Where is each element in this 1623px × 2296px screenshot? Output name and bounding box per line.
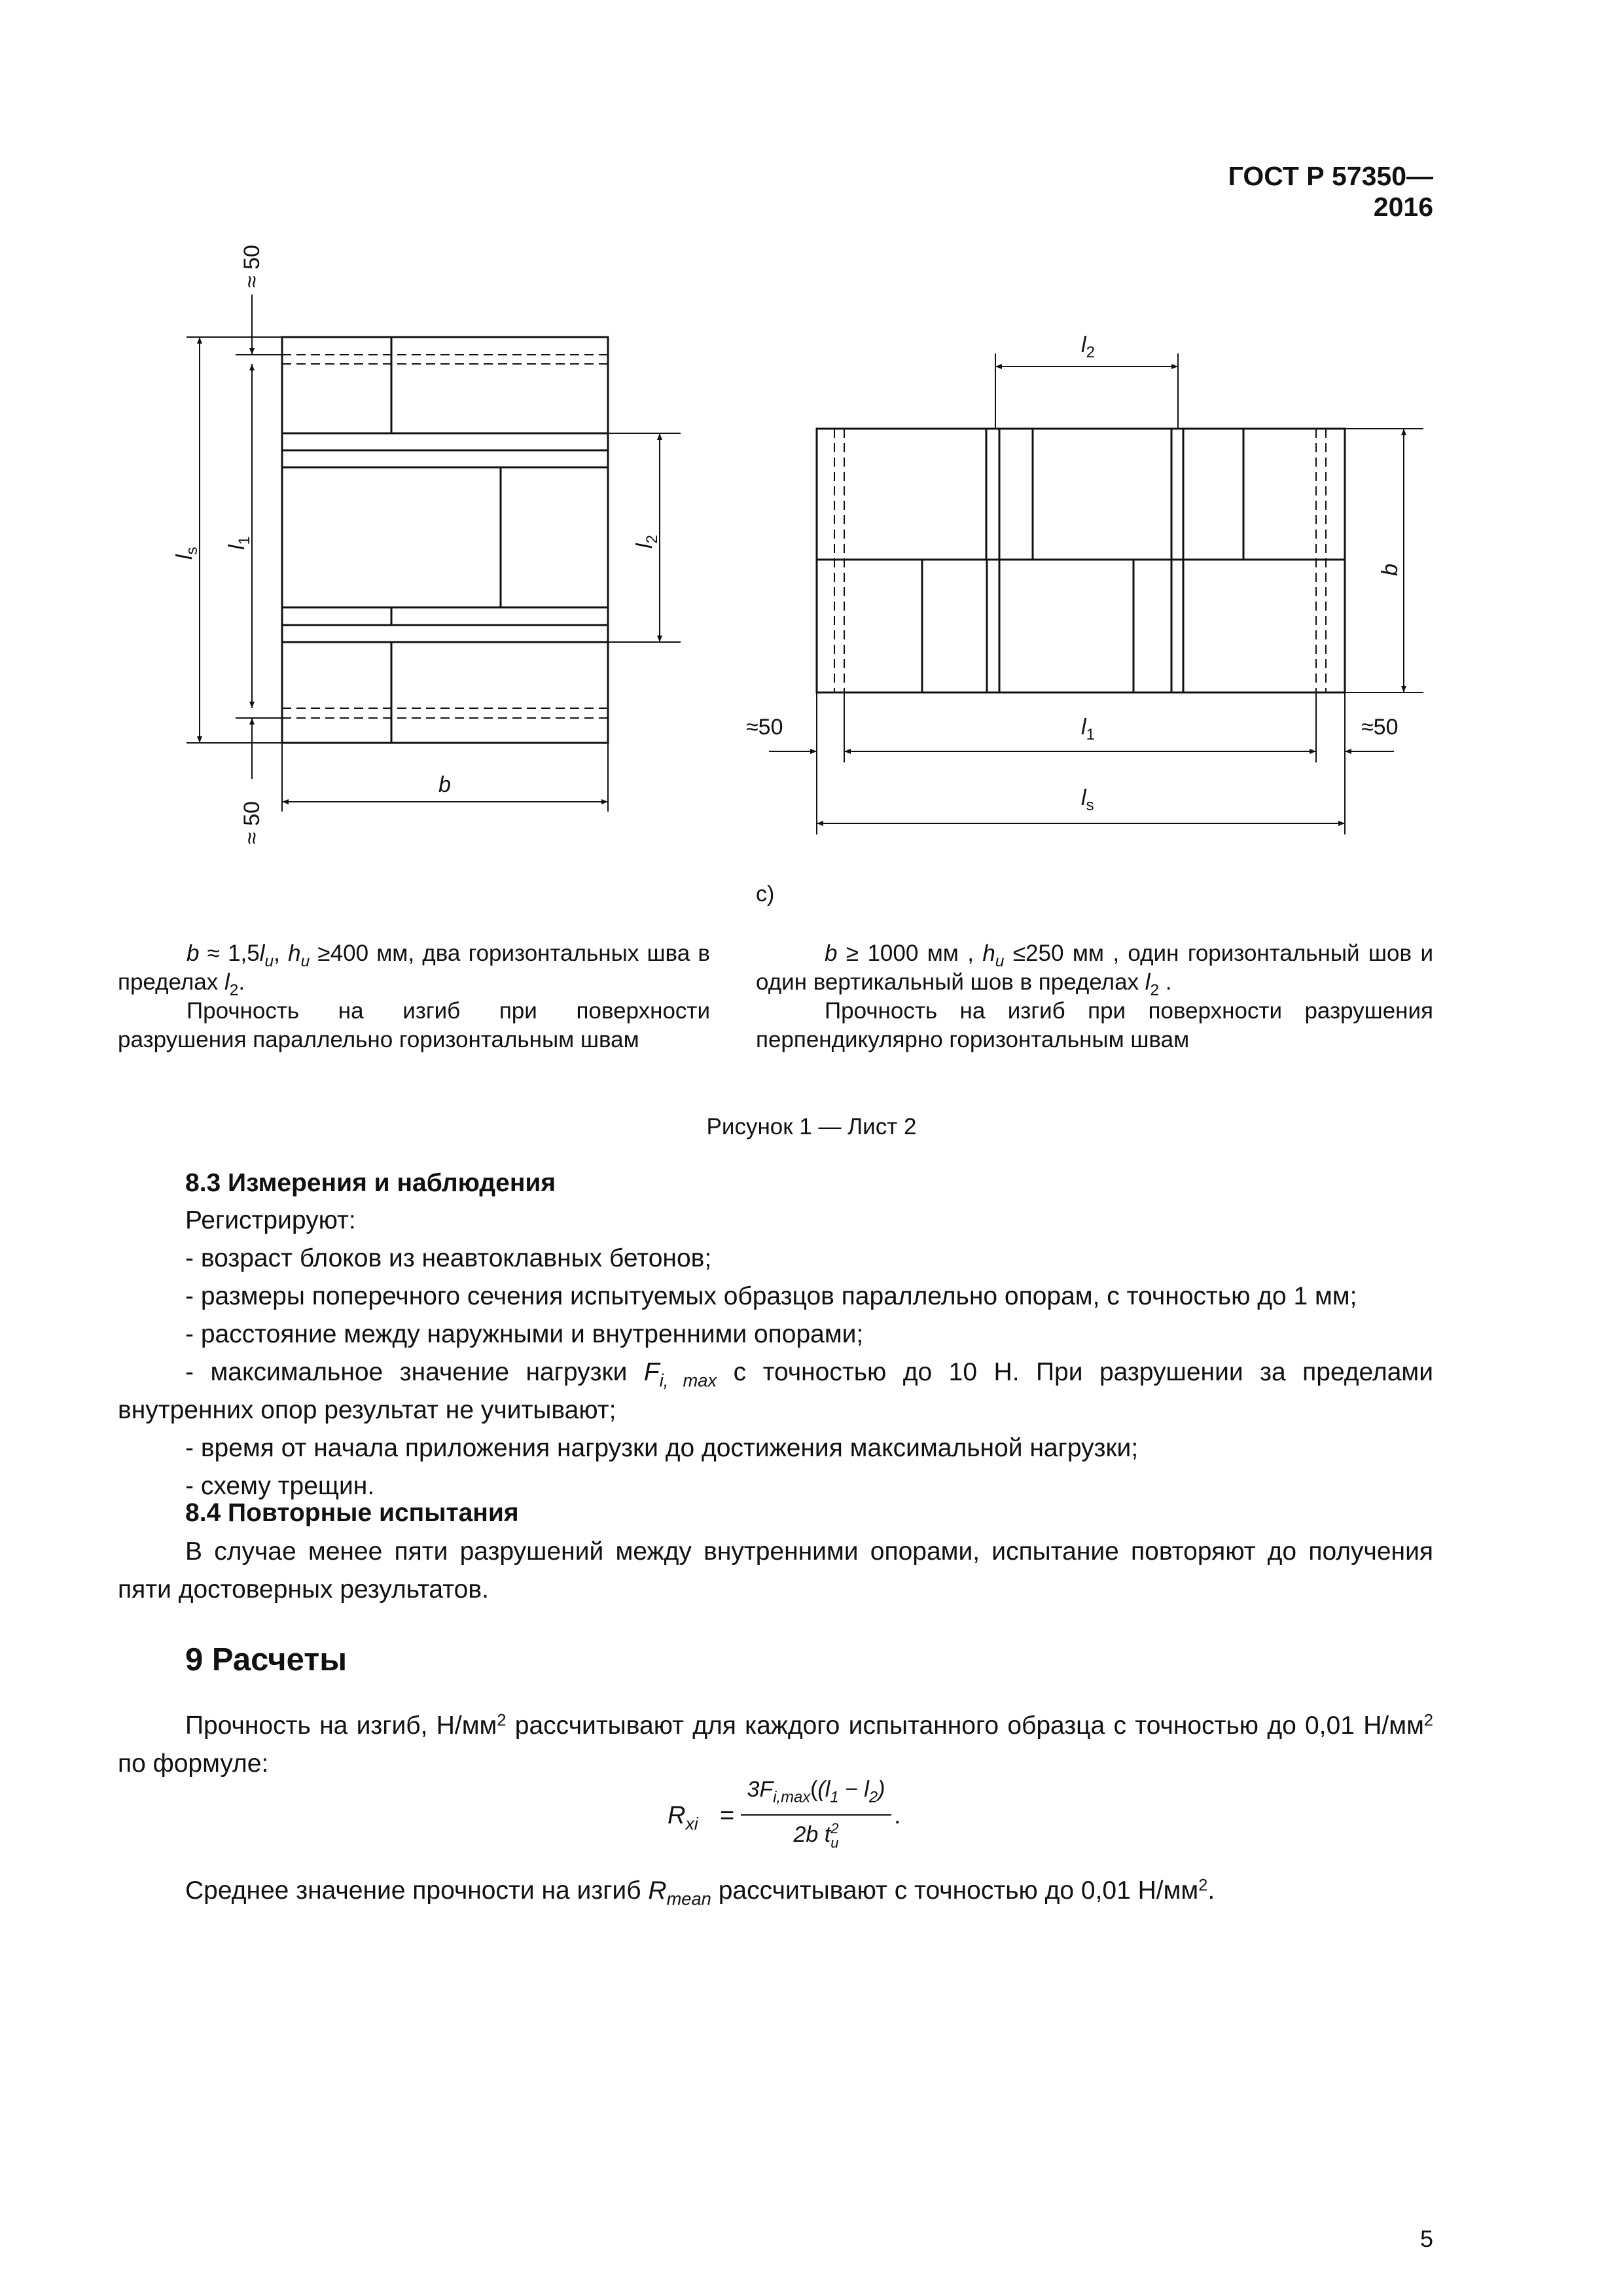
right-dim-l1: $l_1$ [1081,715,1095,744]
left-dim-b: b [438,772,451,797]
list-item: - размеры поперечного сечения испытуемых образцов параллельно опорам, с точностью до 1 мм; [185,1282,1357,1310]
figure-1-sheet-2 [0,0,1623,916]
section-9-paragraph-2: Среднее значение прочности на изгиб $R_{mean}$ рассчитывают с точностью до 0,01 $Н/мм^2$. [185,1876,1215,1909]
section-8-4-body: В случае менее пяти разрушений между внутренними опорами, испытание повторяют до получения пяти достоверных результатов. [118,1537,1433,1604]
list-item: - время от начала приложения нагрузки до достижения максимальной нагрузки; [185,1434,1139,1462]
right-dim-right-50: ≈50 [1361,715,1399,740]
left-dim-l2: $l_2$ [632,535,661,548]
section-9-heading: 9 Расчеты [185,1642,348,1677]
registration-intro: Регистрируют: [185,1206,356,1234]
list-item: - расстояние между наружными и внутренними опорами; [185,1320,864,1348]
left-dim-ls: $l_s$ [172,547,201,560]
right-dim-b: b [1378,564,1402,576]
fraction-bar [741,1814,891,1816]
section-8-4-heading: 8.4 Повторные испытания [185,1499,519,1527]
section-9-paragraph-1: Прочность на изгиб, $Н/мм^2$ рассчитывают для каждого испытанного образца с точностью до 0,01 $Н/мм^2$ по формуле: [118,1711,1433,1778]
right-figure-caption: b ≥ 1000 мм , $h_u \le 250$ мм , один горизонтальный шов и один вертикальный шов в пределах $l_2$ . Прочность на изгиб при поверхности разрушения перпендикулярно горизонтальным швам [756,941,1433,1052]
standard-number: ГОСТ Р 57350—2016 [1228,161,1433,222]
left-specimen-drawing [187,295,681,812]
list-item: - возраст блоков из неавтоклавных бетонов; [185,1244,712,1272]
section-8-3-body [118,1202,1433,1505]
list-item: - максимальное значение нагрузки $F_{i, max}$ с точностью до 10 Н. При разрушении за пределами внутренних опор результат не учитывают; [118,1358,1433,1424]
left-dim-top-50: ≈ 50 [240,245,264,288]
left-figure-caption: $b \approx 1,5l_u$, $h_u \ge 400$ мм, два горизонтальных шва в пределах $l_2$. Прочность на изгиб при поверхности разрушения параллельно горизонтальным швам [118,941,711,1052]
left-dim-bottom-50: ≈ 50 [240,801,264,844]
right-dim-left-50: ≈50 [746,715,783,740]
right-specimen-drawing [769,353,1423,834]
section-8-3-heading: 8.3 Измерения и наблюдения [185,1169,556,1197]
right-dim-ls: $l_s$ [1081,785,1094,814]
left-dim-l1: $l_1$ [224,536,253,550]
list-item: - схему трещин. [185,1472,375,1500]
page-number: 5 [1419,2225,1433,2252]
right-dim-l2: $l_2$ [1081,332,1095,361]
figure-title: Рисунок 1 — Лист 2 [706,1114,917,1139]
sub-label-c: c) [756,882,775,906]
flexural-strength-formula: $R_{xi}$ = $3F_{i,max}((l_1 - l_2)$ 2b t 2 u . [668,1777,901,1851]
